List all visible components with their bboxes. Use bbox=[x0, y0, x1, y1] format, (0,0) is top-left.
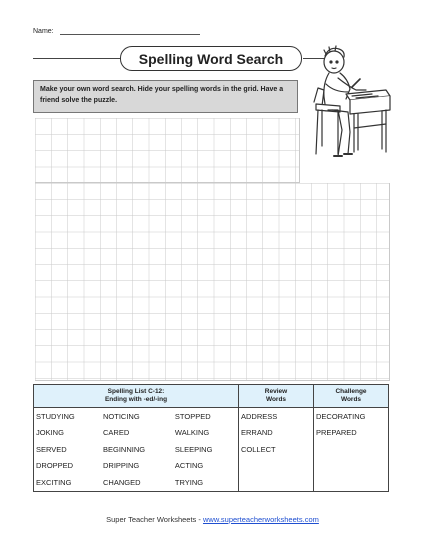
challenge-word bbox=[314, 474, 389, 491]
spelling-word: STOPPED bbox=[174, 411, 211, 421]
spelling-word: CHANGED bbox=[103, 477, 141, 487]
spelling-word: DROPPED bbox=[36, 461, 74, 471]
spelling-word: SLEEPING bbox=[174, 444, 213, 454]
challenge-word: PREPARED bbox=[314, 425, 389, 442]
title-rule-left bbox=[33, 58, 120, 59]
name-label: Name: bbox=[33, 28, 54, 35]
page-title-text: Spelling Word Search bbox=[138, 50, 284, 67]
footer-prefix: Super Teacher Worksheets - bbox=[106, 515, 203, 524]
footer bbox=[0, 515, 425, 524]
table-row bbox=[34, 458, 389, 475]
review-header-line1: Review bbox=[264, 388, 288, 395]
word-search-grid-top[interactable] bbox=[35, 118, 300, 183]
table-row bbox=[34, 425, 389, 442]
challenge-header-line1: Challenge bbox=[335, 388, 367, 395]
spelling-word: TRYING bbox=[174, 477, 204, 487]
challenge-header-line2: Words bbox=[340, 396, 362, 403]
spelling-word: JOKING bbox=[36, 428, 64, 438]
spelling-list-header bbox=[34, 385, 239, 408]
review-header-line2: Words bbox=[265, 396, 287, 403]
challenge-word: DECORATING bbox=[314, 408, 389, 425]
spelling-word: WALKING bbox=[174, 428, 210, 438]
spelling-word: BEGINNING bbox=[103, 444, 146, 454]
spelling-list-subtitle: Ending with -ed/-ing bbox=[104, 396, 168, 403]
spelling-word: EXCITING bbox=[36, 477, 72, 487]
table-row bbox=[34, 474, 389, 491]
grid-lines-bottom bbox=[35, 183, 390, 381]
student-at-desk-illustration bbox=[312, 44, 392, 184]
name-line[interactable] bbox=[60, 27, 200, 35]
spelling-word: CARED bbox=[103, 428, 130, 438]
review-word bbox=[239, 474, 314, 491]
challenge-word bbox=[314, 458, 389, 475]
word-list-table bbox=[33, 384, 389, 492]
grid-lines-top bbox=[35, 118, 300, 183]
spelling-word: STUDYING bbox=[36, 411, 75, 421]
name-row bbox=[33, 27, 200, 35]
footer-link[interactable]: www.superteacherworksheets.com bbox=[202, 515, 319, 524]
review-words-header bbox=[239, 385, 314, 408]
instructions-box bbox=[33, 80, 298, 113]
spelling-word: SERVED bbox=[36, 444, 67, 454]
review-word: ERRAND bbox=[239, 425, 314, 442]
spelling-word: DRIPPING bbox=[103, 461, 140, 471]
review-word: COLLECT bbox=[239, 441, 314, 458]
review-word bbox=[239, 458, 314, 475]
challenge-words-header bbox=[314, 385, 389, 408]
spelling-word: NOTICING bbox=[103, 411, 140, 421]
challenge-word bbox=[314, 441, 389, 458]
spelling-list-title: Spelling List C-12: bbox=[107, 388, 165, 395]
table-row bbox=[34, 441, 389, 458]
word-search-grid-bottom[interactable] bbox=[35, 183, 390, 381]
spelling-word: ACTING bbox=[174, 461, 204, 471]
page-title bbox=[120, 46, 302, 71]
table-row bbox=[34, 408, 389, 425]
review-word: ADDRESS bbox=[239, 408, 314, 425]
instructions-text: Make your own word search. Hide your spelling words in the grid. Have a friend solve the puzzle. bbox=[40, 86, 284, 104]
